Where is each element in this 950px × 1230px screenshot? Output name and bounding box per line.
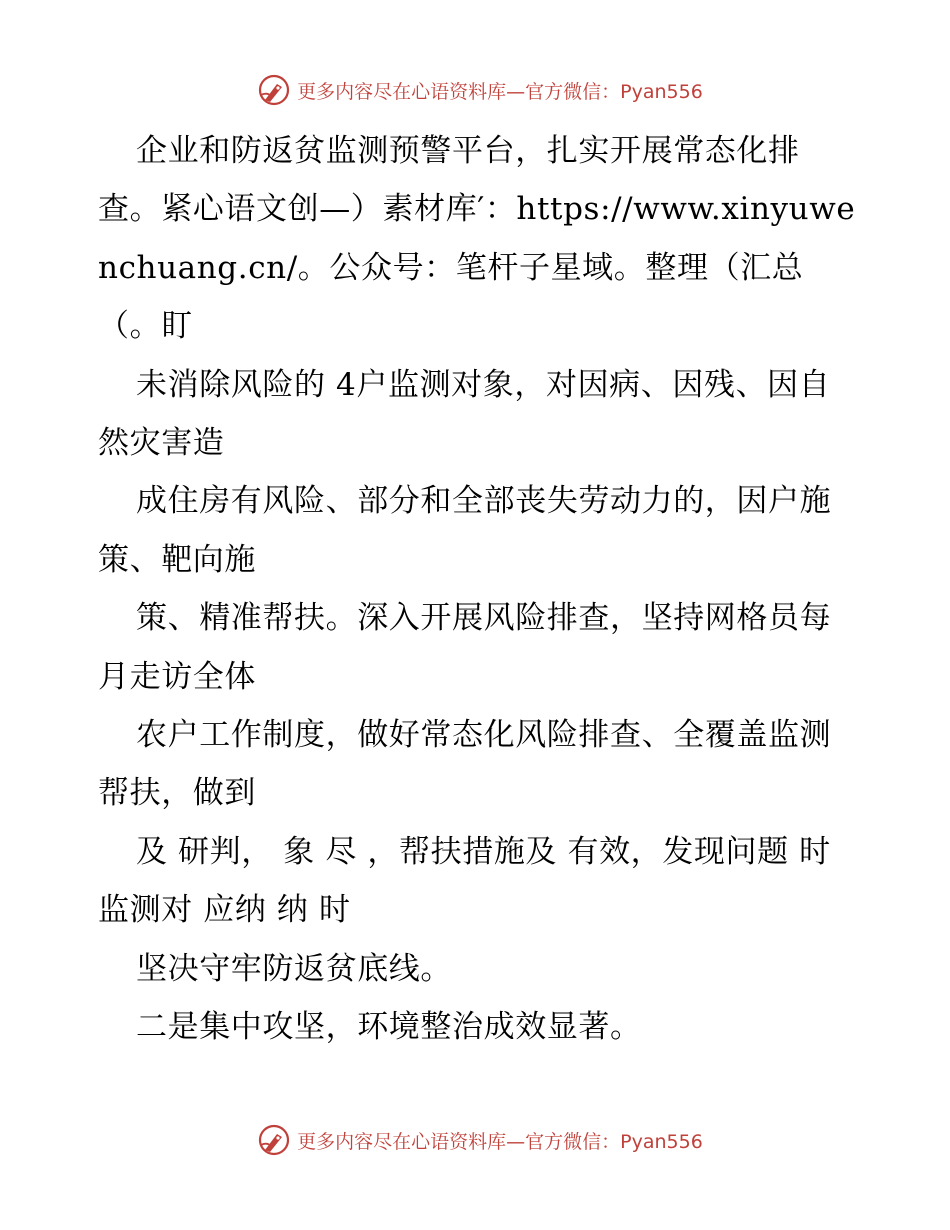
footer-watermark-banner bbox=[0, 1120, 950, 1160]
paragraph-4: 策、精准帮扶。深入开展风险排查，坚持网格员每月走访全体 bbox=[98, 600, 832, 695]
pen-nib-logo-icon bbox=[257, 1123, 291, 1157]
paragraph-7: 坚决守牢防返贫底线。 bbox=[136, 950, 452, 987]
pen-nib-logo-icon bbox=[257, 73, 291, 107]
watermark-text: 更多内容尽在心语资料库—官方微信：Pyan556 bbox=[297, 1130, 703, 1153]
paragraph-6: 及 研判， 象 尽 ，帮扶措施及 有效，发现问题 时 监测对 应纳 纳 时 bbox=[98, 833, 842, 929]
paragraph-8: 二是集中攻坚，环境整治成效显著。 bbox=[136, 1009, 642, 1046]
paragraph-5: 农户工作制度，做好常态化风险排查、全覆盖监测帮扶，做到 bbox=[98, 717, 832, 812]
watermark-text: 更多内容尽在心语资料库—官方微信：Pyan556 bbox=[297, 80, 703, 103]
paragraph-3: 成住房有风险、部分和全部丧失劳动力的，因户施策、靶向施 bbox=[98, 483, 832, 578]
paragraph-2: 未消除风险的 4户监测对象，对因病、因残、因自然灾害造 bbox=[98, 366, 831, 462]
header-watermark-banner bbox=[0, 70, 950, 110]
document-body bbox=[98, 122, 858, 1057]
paragraph-1: 企业和防返贫监测预警平台，扎实开展常态化排查。紧心语文创—）素材库′：https://www.xinyuwenchuang.cn/。公众号：笔杆子星域。整理（汇总（。盯 bbox=[98, 133, 856, 345]
